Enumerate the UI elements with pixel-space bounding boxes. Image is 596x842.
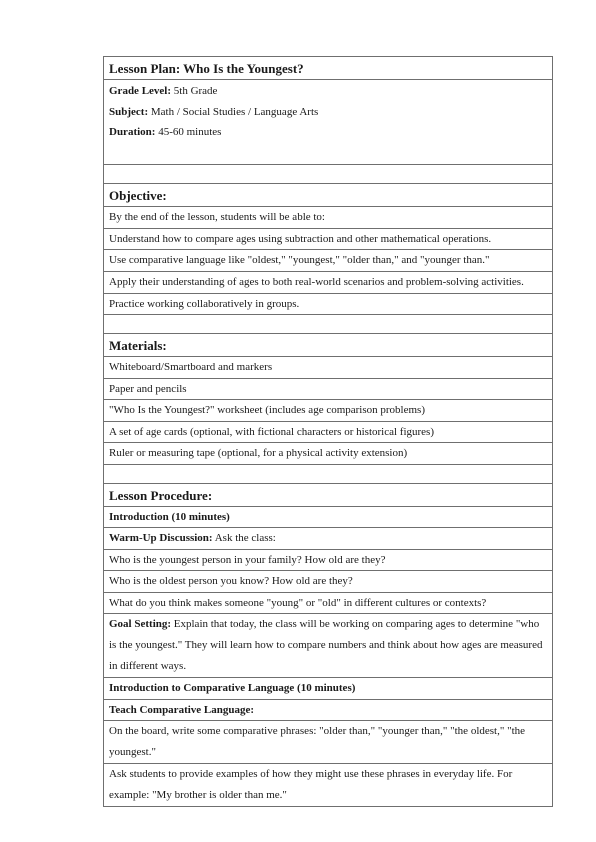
objective-row: By the end of the lesson, students will be able to: [104, 207, 552, 229]
materials-row: Whiteboard/Smartboard and markers [104, 357, 552, 379]
duration [109, 122, 547, 143]
warmup-text: Ask the class: [212, 532, 276, 544]
lesson-plan-table [103, 56, 553, 807]
grade-value: 5th Grade [171, 85, 218, 97]
question-row: What do you think makes someone "young" or "old" in different cultures or contexts? [104, 593, 552, 615]
materials-row: Ruler or measuring tape (optional, for a physical activity extension) [104, 443, 552, 465]
question-row: Who is the oldest person you know? How old are they? [104, 571, 552, 593]
lesson-title: Lesson Plan: Who Is the Youngest? [104, 57, 552, 80]
goal-label: Goal Setting: [109, 618, 172, 630]
objective-heading: Objective: [104, 184, 552, 207]
intro-heading-text: Introduction (10 minutes) [109, 510, 230, 523]
spacer-row [104, 315, 552, 334]
teach-heading-text: Teach Comparative Language: [109, 703, 255, 716]
subject [109, 102, 547, 123]
warmup-row [104, 528, 552, 550]
board-row: On the board, write some comparative phrases: "older than," "younger than," "the oldest," "the youngest." [104, 721, 552, 764]
grade-label: Grade Level: [109, 85, 172, 97]
comparative-heading [104, 678, 552, 700]
materials-row: "Who Is the Youngest?" worksheet (includes age comparison problems) [104, 400, 552, 422]
duration-label: Duration: [109, 126, 156, 138]
materials-row: Paper and pencils [104, 379, 552, 401]
goal-row [104, 614, 552, 678]
goal-text: Explain that today, the class will be working on comparing ages to determine "who is the youngest." They will learn how to compare numbers and think about how ages are measured in different ways. [109, 618, 543, 672]
grade-level [109, 81, 547, 102]
objective-row: Apply their understanding of ages to both real-world scenarios and problem-solving activities. [104, 272, 552, 294]
subject-label: Subject: [109, 105, 149, 118]
objective-row: Practice working collaboratively in groups. [104, 294, 552, 316]
teach-heading [104, 700, 552, 722]
objective-row: Use comparative language like "oldest," "youngest," "older than," and "younger than." [104, 250, 552, 272]
procedure-heading: Lesson Procedure: [104, 484, 552, 507]
subject-value: Math / Social Studies / Language Arts [148, 105, 319, 118]
question-row: Who is the youngest person in your family? How old are they? [104, 550, 552, 572]
duration-value: 45-60 minutes [155, 126, 222, 138]
warmup-label: Warm-Up Discussion: [109, 532, 213, 544]
spacer-row [104, 165, 552, 184]
materials-row: A set of age cards (optional, with fictional characters or historical figures) [104, 422, 552, 444]
intro-heading [104, 507, 552, 529]
meta-block [104, 80, 552, 165]
comparative-heading-text: Introduction to Comparative Language (10 minutes) [109, 682, 356, 694]
spacer-row [104, 465, 552, 484]
examples-row: Ask students to provide examples of how they might use these phrases in everyday life. For example: "My brother is older than me." [109, 768, 513, 801]
materials-heading: Materials: [104, 334, 552, 357]
objective-row: Understand how to compare ages using subtraction and other mathematical operations. [104, 229, 552, 251]
